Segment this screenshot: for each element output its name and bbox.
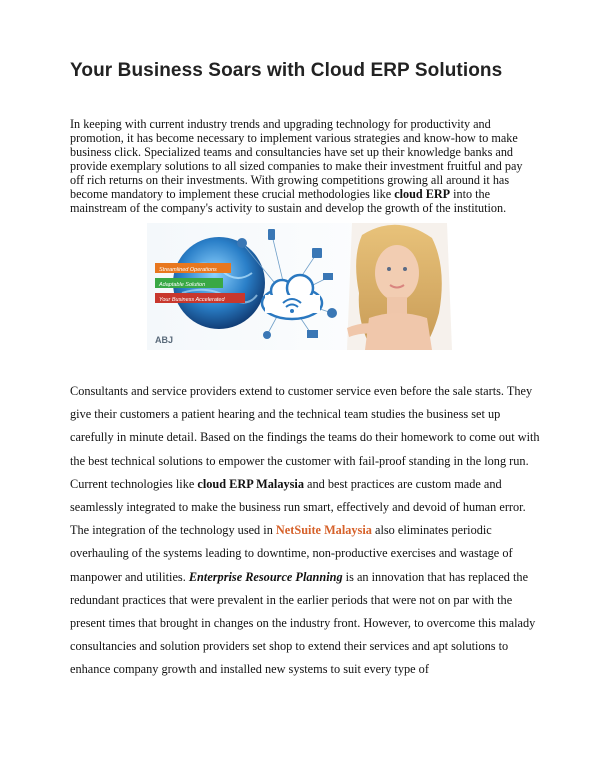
phone-icon xyxy=(268,229,275,240)
label-adaptable-text: Adaptable Solution xyxy=(159,282,206,288)
abj-logo: ABJ xyxy=(155,335,174,345)
monitor-icon xyxy=(307,330,318,338)
cloud-erp-illustration xyxy=(147,223,452,350)
intro-paragraph xyxy=(70,117,532,215)
intro-bold-term: cloud ERP xyxy=(394,187,451,201)
netsuite-malaysia-link[interactable]: NetSuite Malaysia xyxy=(275,523,372,538)
user-icon xyxy=(263,331,271,339)
label-streamlined-text: Streamlined Operations xyxy=(159,267,217,273)
label-accelerated-text: Your Business Accelerated xyxy=(159,297,225,303)
body-bold-term: cloud ERP Malaysia xyxy=(197,476,304,491)
body-text-3: also eliminates periodic overhauling of the systems leading to downtime, non-productive exercises and wastage of manpower and utilities. xyxy=(70,523,513,584)
gear-icon xyxy=(327,308,337,318)
email-icon xyxy=(323,273,333,280)
pie-chart-icon xyxy=(237,238,247,248)
woman-photo xyxy=(347,223,452,350)
body-paragraph xyxy=(70,380,540,682)
page-title: Your Business Soars with Cloud ERP Solutions xyxy=(70,60,503,81)
tablet-icon xyxy=(312,248,322,258)
intro-text: In keeping with current industry trends and upgrading technology for productivity and promotion, it has become necessary to implement various strategies and know-how to make business click. Specialized teams and consultancies have set up their knowledge banks and provide exemplary solutions to all sized companies to make their investment fruitful and pay off rich returns on their investments. With growing competitions growing all around it has become mandatory to implement these crucial methodologies like xyxy=(70,117,523,201)
body-text-2: and best practices are custom made and seamlessly integrated to make the business run smart, effectively and devoid of human error. The integration of the technology used in xyxy=(70,476,526,538)
body-bold-italic-term: Enterprise Resource Planning xyxy=(188,569,343,584)
intro-text-after: into the mainstream of the company's activity to sustain and develop the growth of the institution. xyxy=(70,187,507,215)
body-text-4: is an innovation that has replaced the redundant practices that were prevalent in the earlier periods that were not on par with the present times that brought in changes on the industry front. However, to overcome this malady consultancies and solution providers set shop to extend their services and apt solutions to enhance company growth and installed new systems to suit every type of xyxy=(70,569,536,677)
body-text-1: Consultants and service providers extend to customer service even before the sale starts. They give their customers a patient hearing and the technical team studies the business set up carefully in minute detail. Based on the findings the teams do their homework to come out with the best technical solutions to empower the customer with fail-proof standing in the long run. Current technologies like xyxy=(70,384,540,491)
